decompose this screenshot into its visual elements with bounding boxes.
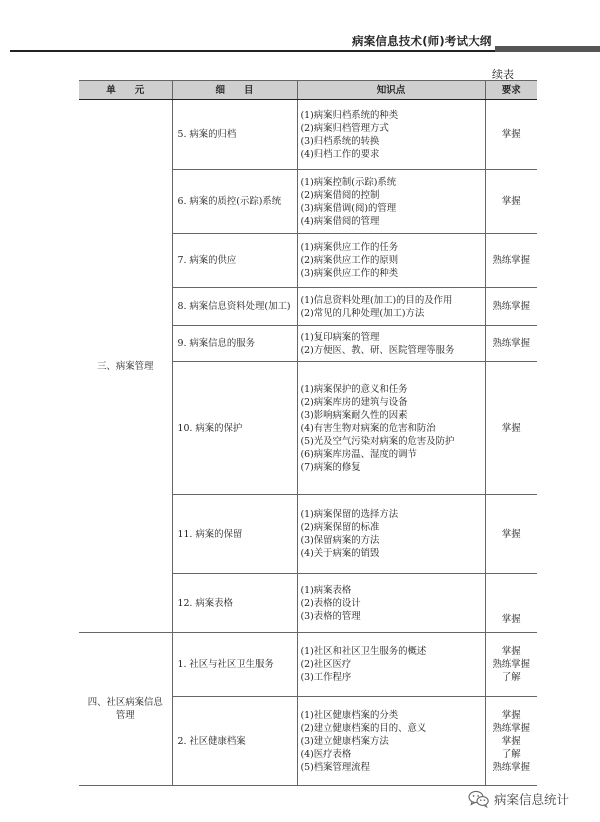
knowledge-point: (2)病案借阅的控制 [300,189,380,201]
knowledge-point: (1)社区健康档案的分类 [300,709,399,721]
knowledge-point: (2)社区医疗 [300,659,352,670]
continued-label: 续表 [492,68,514,81]
detail-cell: 9. 病案信息的服务 [172,326,297,362]
detail-cell: 6. 病案的质控(示踪)系统 [172,170,297,234]
requirement-cell [485,495,537,574]
page-header-title: 病案信息技术(师)考试大纲 [352,34,492,48]
requirement-level: 掌握 [501,646,521,657]
requirement-level: 熟练掌握 [492,659,530,670]
column-header-detail: 细 目 [172,81,297,100]
knowledge-point: (4)有害生物对病案的危害和防治 [300,422,436,434]
requirement-cell [485,100,537,170]
knowledge-point: (7)病案的修复 [300,461,361,473]
requirement-cell [485,170,537,234]
requirement-level: 了解 [501,748,521,760]
requirement-cell [485,697,537,786]
detail-cell: 1. 社区与社区卫生服务 [172,633,297,697]
requirement-level: 熟练掌握 [492,338,530,349]
knowledge-point: (4)关于病案的销毁 [300,548,380,559]
requirement-level: 了解 [501,672,521,683]
unit-cell: 三、病案管理 [79,100,172,633]
knowledge-point: (1)病案保留的选择方法 [300,509,399,520]
detail-cell: 10. 病案的保护 [172,362,297,495]
knowledge-point: (3)归档系统的转换 [300,135,380,147]
knowledge-point: (1)复印病案的管理 [300,331,380,343]
knowledge-points-cell [297,495,485,574]
knowledge-point: (4)医疗表格 [300,748,352,760]
knowledge-point: (2)表格的设计 [300,597,361,609]
header-rule [10,50,495,52]
knowledge-point: (4)病案借阅的管理 [300,215,380,227]
requirement-cell [485,288,537,326]
knowledge-point: (3)病案借调(阅)的管理 [300,202,397,214]
detail-cell: 5. 病案的归档 [172,100,297,170]
knowledge-point: (1)病案归档系统的种类 [300,109,399,121]
table-row [79,100,537,170]
requirement-level: 熟练掌握 [492,301,530,312]
requirement-level: 掌握 [501,709,521,721]
knowledge-point: (2)常见的几种处理(加工)方法 [300,307,425,319]
knowledge-point: (1)病案表格 [300,584,352,596]
knowledge-point: (1)病案控制(示踪)系统 [300,176,397,188]
knowledge-points-cell [297,170,485,234]
knowledge-point: (2)病案归档管理方式 [300,122,389,134]
knowledge-point: (3)工作程序 [300,672,352,683]
knowledge-point: (2)病案库房的建筑与设备 [300,396,408,408]
knowledge-points-cell [297,697,485,786]
knowledge-point: (1)病案保护的意义和任务 [300,383,408,395]
knowledge-point: (6)病案库房温、湿度的调节 [300,448,417,460]
knowledge-point: (2)方便医、教、研、医院管理等服务 [300,344,455,356]
requirement-cell [485,326,537,362]
detail-cell: 7. 病案的供应 [172,234,297,288]
requirement-level: 掌握 [501,129,521,140]
requirement-level: 掌握 [501,528,521,540]
header-bar [495,46,600,52]
requirement-cell [485,574,537,633]
requirement-cell [485,362,537,495]
watermark-text: 病案信息统计 [494,792,570,807]
knowledge-points-cell [297,574,485,633]
knowledge-point: (3)建立健康档案方法 [300,735,389,747]
detail-cell: 8. 病案信息资料处理(加工) [172,288,297,326]
detail-cell: 2. 社区健康档案 [172,697,297,786]
requirement-level: 掌握 [501,614,521,625]
syllabus-table [79,80,537,786]
requirement-cell [485,234,537,288]
watermark [468,788,569,810]
requirement-level: 熟练掌握 [492,722,530,734]
knowledge-point: (5)光及空气污染对病案的危害及防护 [300,435,455,447]
knowledge-points-cell [297,234,485,288]
knowledge-points-cell [297,633,485,697]
knowledge-point: (3)病案供应工作的种类 [300,268,399,279]
knowledge-point: (5)档案管理流程 [300,761,371,773]
unit-cell: 四、社区病案信息管理 [79,633,172,786]
knowledge-points-cell [297,288,485,326]
knowledge-point: (2)病案供应工作的原则 [300,255,399,266]
knowledge-point: (2)病案保留的标准 [300,522,380,533]
knowledge-point: (3)表格的管理 [300,610,361,622]
column-header-knowledge-points: 知识点 [297,81,485,100]
requirement-level: 掌握 [501,422,521,434]
column-header-requirement: 要求 [485,81,537,100]
wechat-icon [468,790,490,808]
knowledge-point: (3)影响病案耐久性的因素 [300,409,408,421]
detail-cell: 12. 病案表格 [172,574,297,633]
detail-cell: 11. 病案的保留 [172,495,297,574]
requirement-level: 掌握 [501,735,521,747]
requirement-level: 熟练掌握 [492,255,530,266]
requirement-cell [485,633,537,697]
knowledge-points-cell [297,100,485,170]
requirement-level: 掌握 [501,196,521,207]
knowledge-points-cell [297,362,485,495]
requirement-level: 熟练掌握 [492,761,530,773]
knowledge-point: (1)病案供应工作的任务 [300,242,399,253]
column-header-unit: 单 元 [79,81,172,100]
table-header-row [79,81,537,100]
knowledge-point: (1)信息资料处理(加工)的目的及作用 [300,294,453,306]
syllabus-body [79,100,537,786]
knowledge-point: (4)归档工作的要求 [300,148,380,160]
knowledge-point: (3)保留病案的方法 [300,535,380,546]
knowledge-point: (1)社区和社区卫生服务的概述 [300,646,427,657]
knowledge-point: (2)建立健康档案的目的、意义 [300,722,427,734]
table-row [79,633,537,697]
knowledge-points-cell [297,326,485,362]
